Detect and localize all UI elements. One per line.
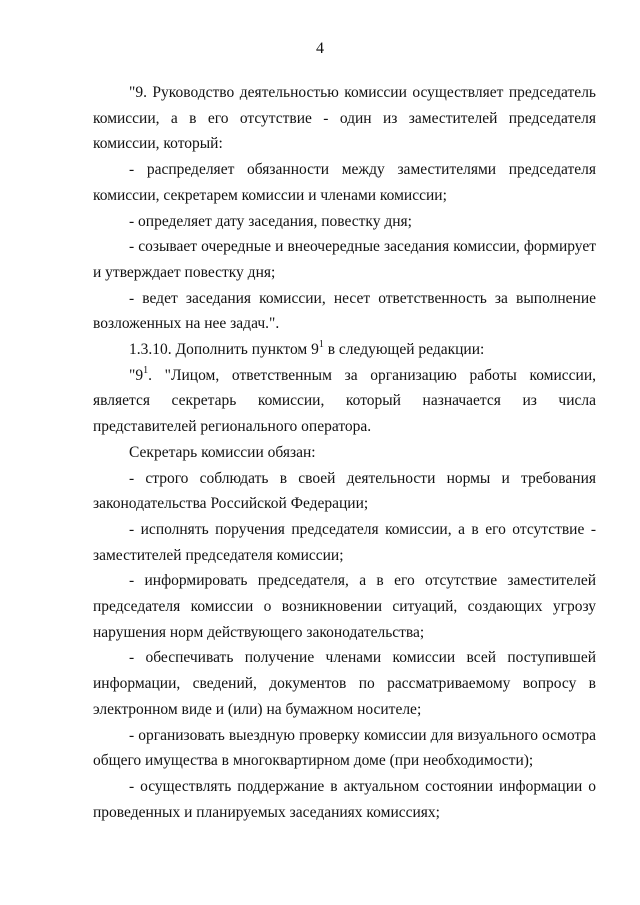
paragraph: Секретарь комиссии обязан: <box>129 443 316 461</box>
paragraph: - обеспечивать получение членами комиссии всей поступившей информации, сведений, документов по рассматриваемому вопросу в электронном виде и (или) на бумажном носителе; <box>93 649 596 718</box>
paragraph: - организовать выездную проверку комиссии для визуального осмотра общего имущества в многоквартирном доме (при необходимости); <box>93 726 596 770</box>
paragraph-amendment <box>93 337 596 363</box>
paragraph-text: "9 <box>129 366 144 384</box>
paragraph: - строго соблюдать в своей деятельности нормы и требования законодательства Российской Федерации; <box>93 469 596 513</box>
superscript: 1 <box>318 338 324 350</box>
paragraph-text: 1.3.10. Дополнить пунктом 9 <box>129 341 319 359</box>
paragraph: - информировать председателя, а в его отсутствие заместителей председателя комиссии о возникновении ситуаций, создающих угрозу нарушения норм действующего законодательства; <box>93 572 596 641</box>
paragraph: - ведет заседания комиссии, несет ответственность за выполнение возложенных на нее задач.". <box>93 289 596 333</box>
paragraph: - определяет дату заседания, повестку дня; <box>129 212 412 230</box>
paragraph-text: в следующей редакции: <box>323 341 485 359</box>
document-body <box>93 80 596 825</box>
superscript: 1 <box>143 364 149 376</box>
paragraph: - исполнять поручения председателя комиссии, а в его отсутствие - заместителей председателя комиссии; <box>93 520 596 564</box>
paragraph: - осуществлять поддержание в актуальном состоянии информации о проведенных и планируемых заседаниях комиссиях; <box>93 777 596 821</box>
paragraph-text: . "Лицом, ответственным за организацию работы комиссии, является секретарь комиссии, который назначается из числа представителей регионального оператора. <box>93 366 596 436</box>
page-number: 4 <box>316 40 324 57</box>
paragraph-clause <box>93 363 596 440</box>
paragraph: - созывает очередные и внеочередные заседания комиссии, формирует и утверждает повестку дня; <box>93 238 596 281</box>
paragraph: - распределяет обязанности между заместителями председателя комиссии, секретарем комиссии и членами комиссии; <box>93 161 596 204</box>
paragraph: "9. Руководство деятельностью комиссии осуществляет председатель комиссии, а в его отсутствие - один из заместителей председателя комиссии, который: <box>93 84 596 153</box>
